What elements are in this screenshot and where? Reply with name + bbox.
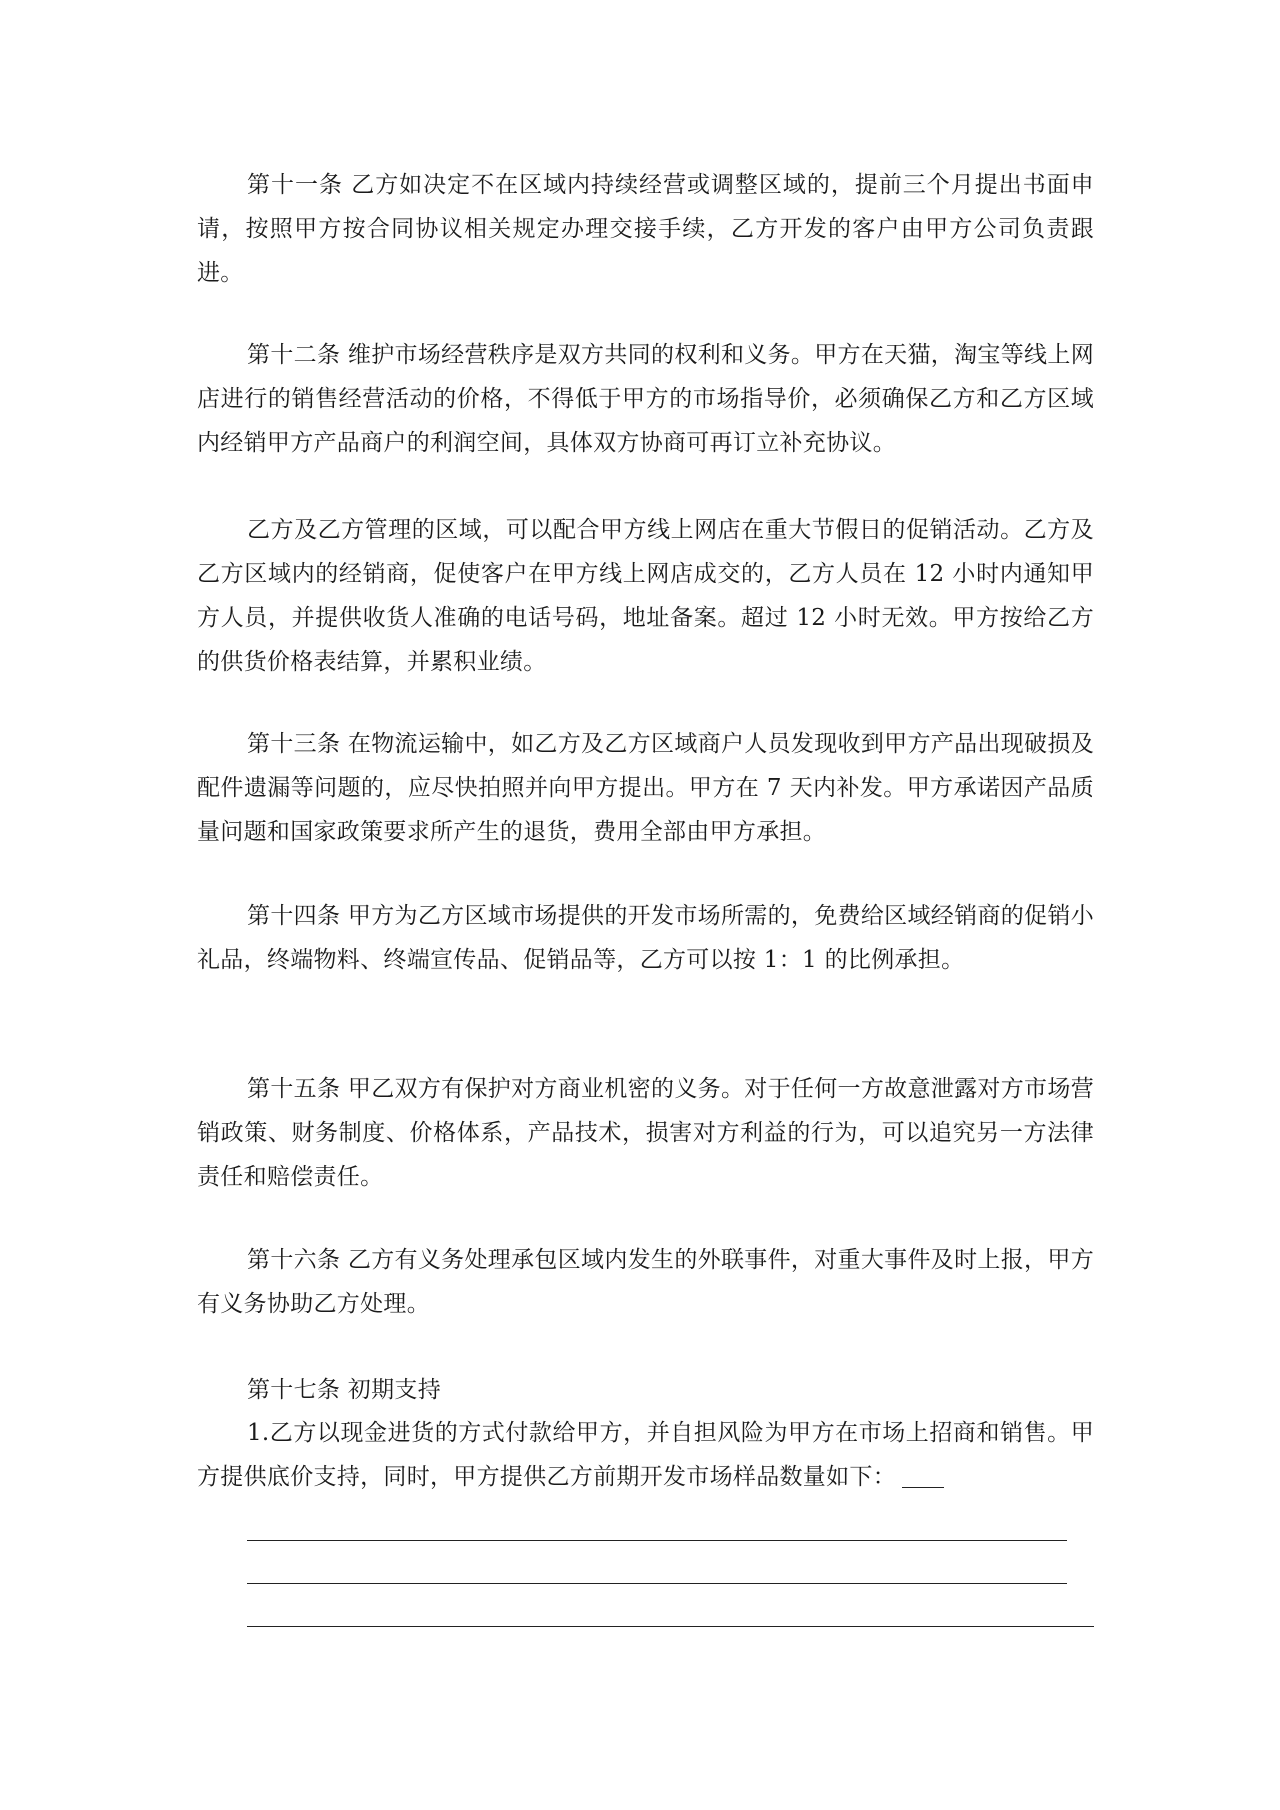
article-12: 第十二条 维护市场经营秩序是双方共同的权利和义务。甲方在天猫，淘宝等线上网店进行的销售经营活动的价格，不得低于甲方的市场指导价，必须确保乙方和乙方区域内经销甲方产品商户的利润空间，具体双方协商可再订立补充协议。 (197, 342, 1094, 456)
article-15: 第十五条 甲乙双方有保护对方商业机密的义务。对于任何一方故意泄露对方市场营销政策、财务制度、价格体系，产品技术，损害对方利益的行为，可以追究另一方法律责任和赔偿责任。 (197, 1076, 1094, 1190)
article-13: 第十三条 在物流运输中，如乙方及乙方区域商户人员发现收到甲方产品出现破损及配件遗漏等问题的，应尽快拍照并向甲方提出。甲方在 7 天内补发。甲方承诺因产品质量问题和国家政策要求所产生的退货，费用全部由甲方承担。 (197, 731, 1094, 845)
article-17-heading: 第十七条 初期支持 (247, 1377, 442, 1403)
article-12-online-promotion: 乙方及乙方管理的区域，可以配合甲方线上网店在重大节假日的促销活动。乙方及乙方区域内的经销商，促使客户在甲方线上网店成交的，乙方人员在 12 小时内通知甲方人员，并提供收货人准确的电话号码，地址备案。超过 12 小时无效。甲方按给乙方的供货价格表结算，并累积业绩。 (197, 517, 1094, 675)
article-17-item-1-text: 1.乙方以现金进货的方式付款给甲方，并自担风险为甲方在市场上招商和销售。甲方提供底价支持，同时，甲方提供乙方前期开发市场样品数量如下： (197, 1420, 1094, 1490)
fill-in-line (247, 1626, 1094, 1627)
article-16: 第十六条 乙方有义务处理承包区域内发生的外联事件，对重大事件及时上报，甲方有义务协助乙方处理。 (197, 1247, 1094, 1317)
fill-in-line (247, 1583, 1067, 1584)
fill-in-line (247, 1540, 1067, 1541)
article-17-item-1 (197, 1411, 1094, 1499)
article-11: 第十一条 乙方如决定不在区域内持续经营或调整区域的，提前三个月提出书面申请，按照甲方按合同协议相关规定办理交接手续，乙方开发的客户由甲方公司负责跟进。 (197, 172, 1094, 286)
article-14: 第十四条 甲方为乙方区域市场提供的开发市场所需的，免费给区域经销商的促销小礼品，终端物料、终端宣传品、促销品等，乙方可以按 1：1 的比例承担。 (197, 903, 1094, 973)
fill-in-blank-inline (902, 1486, 944, 1488)
